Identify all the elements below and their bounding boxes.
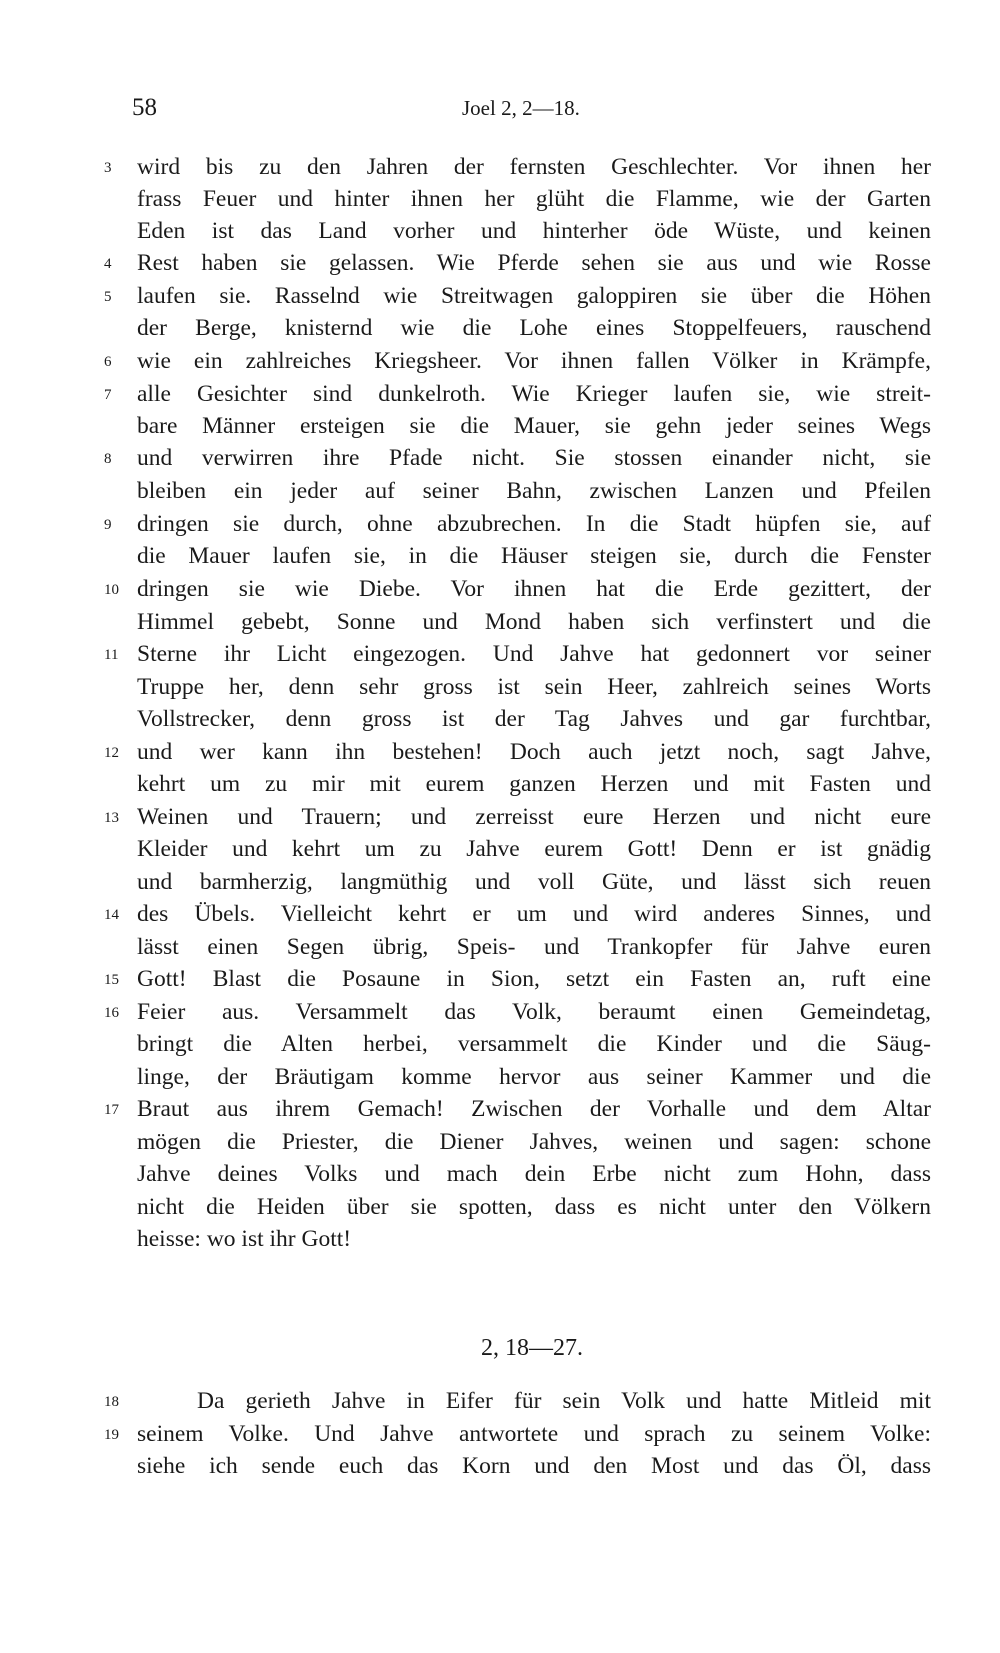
verse-number: 19: [104, 1427, 119, 1443]
text-line: [0, 540, 1000, 572]
text-line: [0, 768, 1000, 800]
text-line: [0, 183, 1000, 215]
text-line: [0, 1385, 1000, 1417]
line-text: die Mauer laufen sie, in die Häuser steigen sie, durch die Fenster: [137, 543, 931, 569]
text-line: [0, 703, 1000, 735]
text-line: [0, 963, 1000, 995]
line-text: Feier aus. Versammelt das Volk, beraumt einen Gemeindetag,: [137, 999, 931, 1025]
line-text: heisse: wo ist ihr Gott!: [137, 1226, 352, 1252]
verse-number: 18: [104, 1394, 119, 1410]
line-text: laufen sie. Rasselnd wie Streitwagen galoppiren sie über die Höhen: [137, 283, 931, 309]
text-line: [0, 1093, 1000, 1125]
line-text: und barmherzig, langmüthig und voll Güte, und lässt sich reuen: [137, 869, 931, 895]
line-text: linge, der Bräutigam komme hervor aus seiner Kammer und die: [137, 1064, 931, 1090]
verse-number: 10: [104, 582, 119, 598]
text-line: [0, 1061, 1000, 1093]
verse-number: 16: [104, 1005, 119, 1021]
line-text: Jahve deines Volks und mach dein Erbe nicht zum Hohn, dass: [137, 1161, 931, 1187]
verse-number: 15: [104, 972, 119, 988]
verse-number: 9: [104, 517, 112, 533]
text-line: [0, 312, 1000, 344]
text-line: [0, 801, 1000, 833]
running-head: Joel 2, 2—18.: [462, 96, 580, 120]
line-text: Da gerieth Jahve in Eifer für sein Volk und hatte Mitleid mit: [197, 1388, 931, 1414]
line-text: Himmel gebebt, Sonne und Mond haben sich verfinstert und die: [137, 609, 931, 635]
text-line: [0, 247, 1000, 279]
text-line: [0, 866, 1000, 898]
text-line: [0, 378, 1000, 410]
verse-number: 17: [104, 1102, 119, 1118]
text-line: [0, 671, 1000, 703]
verse-number: 12: [104, 745, 119, 761]
line-text: seinem Volke. Und Jahve antwortete und sprach zu seinem Volke:: [137, 1421, 931, 1447]
line-text: bare Männer ersteigen sie die Mauer, sie gehn jeder seines Wegs: [137, 413, 931, 439]
line-text: und wer kann ihn bestehen! Doch auch jetzt noch, sagt Jahve,: [137, 739, 931, 765]
verse-number: 8: [104, 451, 112, 467]
text-line: [0, 606, 1000, 638]
verse-number: 7: [104, 387, 112, 403]
text-line: [0, 410, 1000, 442]
text-line: [0, 573, 1000, 605]
verse-number: 14: [104, 907, 119, 923]
text-line: [0, 833, 1000, 865]
text-line: [0, 508, 1000, 540]
verse-number: 6: [104, 354, 112, 370]
line-text: und verwirren ihre Pfade nicht. Sie stossen einander nicht, sie: [137, 445, 931, 471]
line-text: Truppe her, denn sehr gross ist sein Heer, zahlreich seines Worts: [137, 674, 931, 700]
line-text: siehe ich sende euch das Korn und den Most und das Öl, dass: [137, 1453, 931, 1479]
line-text: der Berge, knisternd wie die Lohe eines Stoppelfeuers, rauschend: [137, 315, 931, 341]
line-text: Braut aus ihrem Gemach! Zwischen der Vorhalle und dem Altar: [137, 1096, 931, 1122]
line-text: Weinen und Trauern; und zerreisst eure Herzen und nicht eure: [137, 804, 931, 830]
text-line: [0, 736, 1000, 768]
text-line: [0, 442, 1000, 474]
text-line: [0, 280, 1000, 312]
text-line: [0, 1450, 1000, 1482]
line-text: bringt die Alten herbei, versammelt die Kinder und die Säug-: [137, 1031, 931, 1057]
line-text: kehrt um zu mir mit eurem ganzen Herzen und mit Fasten und: [137, 771, 931, 797]
verse-number: 3: [104, 160, 112, 176]
verse-number: 5: [104, 289, 112, 305]
text-line: [0, 638, 1000, 670]
verse-number: 11: [104, 647, 119, 663]
text-line: [0, 996, 1000, 1028]
text-line: [0, 475, 1000, 507]
line-text: dringen sie wie Diebe. Vor ihnen hat die Erde gezittert, der: [137, 576, 931, 602]
line-text: wie ein zahlreiches Kriegsheer. Vor ihnen fallen Völker in Krämpfe,: [137, 348, 931, 374]
line-text: nicht die Heiden über sie spotten, dass es nicht unter den Völkern: [137, 1194, 931, 1220]
page-header: [0, 94, 1000, 134]
line-text: wird bis zu den Jahren der fernsten Geschlechter. Vor ihnen her: [137, 154, 931, 180]
text-line: [0, 345, 1000, 377]
text-line: [0, 151, 1000, 183]
text-line: [0, 1223, 1000, 1255]
line-text: mögen die Priester, die Diener Jahves, weinen und sagen: schone: [137, 1129, 931, 1155]
line-text: Kleider und kehrt um zu Jahve eurem Gott! Denn er ist gnädig: [137, 836, 931, 862]
line-text: lässt einen Segen übrig, Speis- und Trankopfer für Jahve euren: [137, 934, 931, 960]
line-text: Gott! Blast die Posaune in Sion, setzt ein Fasten an, ruft eine: [137, 966, 931, 992]
line-text: Vollstrecker, denn gross ist der Tag Jahves und gar furchtbar,: [137, 706, 931, 732]
text-line: [0, 898, 1000, 930]
text-line: [0, 1191, 1000, 1223]
line-text: alle Gesichter sind dunkelroth. Wie Krieger laufen sie, wie streit-: [137, 381, 931, 407]
text-line: [0, 1158, 1000, 1190]
text-line: [0, 1126, 1000, 1158]
line-text: Eden ist das Land vorher und hinterher öde Wüste, und keinen: [137, 218, 931, 244]
text-line: [0, 1418, 1000, 1450]
line-text: bleiben ein jeder auf seiner Bahn, zwischen Lanzen und Pfeilen: [137, 478, 931, 504]
line-text: frass Feuer und hinter ihnen her glüht die Flamme, wie der Garten: [137, 186, 931, 212]
verse-number: 13: [104, 810, 119, 826]
text-line: [0, 215, 1000, 247]
line-text: Sterne ihr Licht eingezogen. Und Jahve hat gedonnert vor seiner: [137, 641, 931, 667]
line-text: Rest haben sie gelassen. Wie Pferde sehen sie aus und wie Rosse: [137, 250, 931, 276]
line-text: dringen sie durch, ohne abzubrechen. In die Stadt hüpfen sie, auf: [137, 511, 931, 537]
line-text: des Übels. Vielleicht kehrt er um und wird anderes Sinnes, und: [137, 901, 931, 927]
section-heading: 2, 18—27.: [481, 1335, 583, 1361]
text-line: [0, 1028, 1000, 1060]
verse-number: 4: [104, 256, 112, 272]
page-number: 58: [132, 94, 157, 121]
text-line: [0, 931, 1000, 963]
